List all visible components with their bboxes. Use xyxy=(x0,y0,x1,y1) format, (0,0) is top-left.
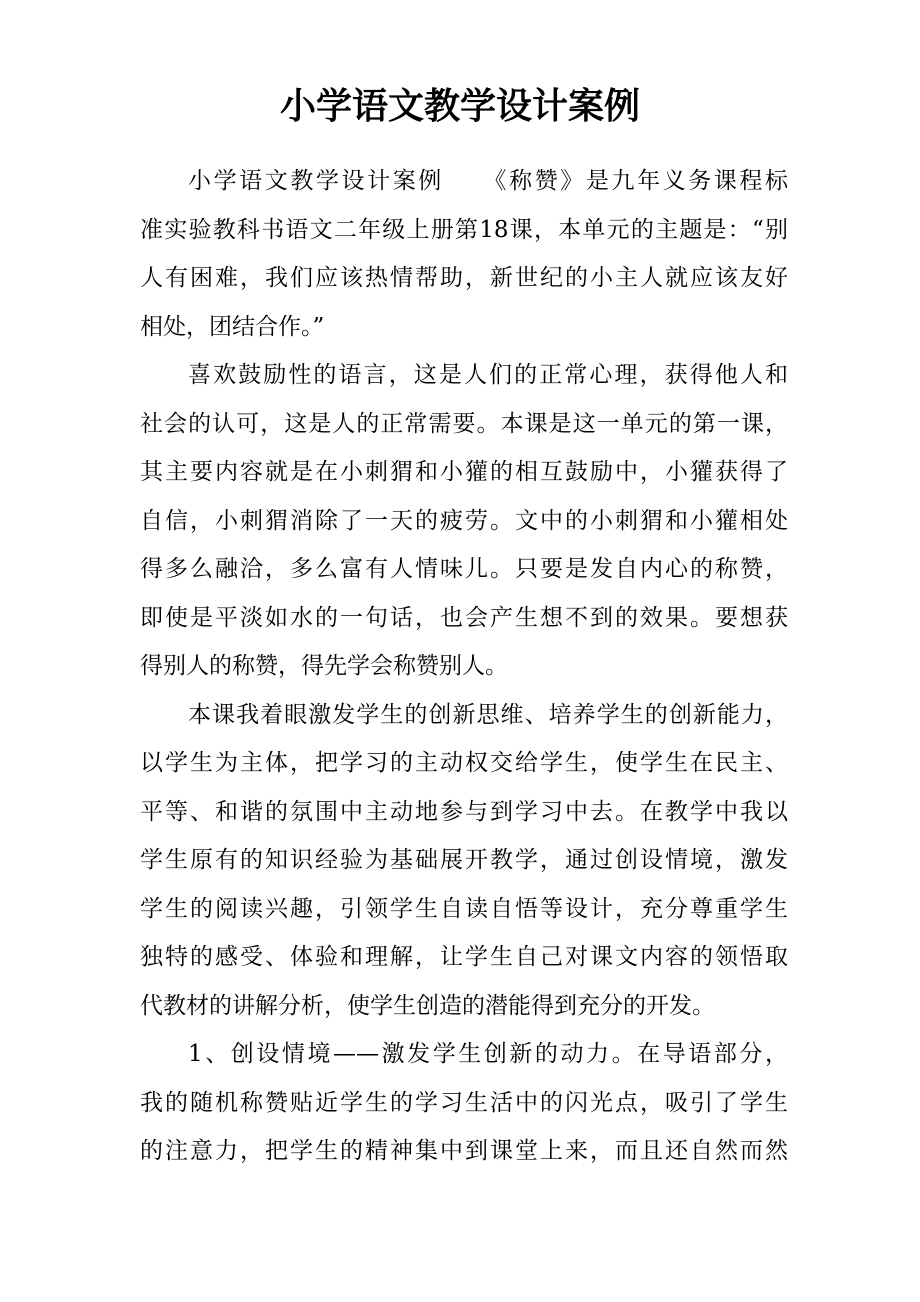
text-line: 的注意力，把学生的精神集中到课堂上来，而且还自然而然 xyxy=(140,1138,788,1164)
text-line: 以学生为主体，把学习的主动权交给学生，使学生在民主、 xyxy=(140,750,788,776)
text-line: 自信，小刺猬消除了一天的疲劳。文中的小刺猬和小獾相处 xyxy=(140,507,788,534)
text-line: 得别人的称赞，得先学会称赞别人。 xyxy=(140,653,508,679)
text-line: 本课我着眼激发学生的创新思维、培养学生的创新能力， xyxy=(188,701,788,728)
text-line: 平等、和谐的氛围中主动地参与到学习中去。在教学中我以 xyxy=(140,798,788,825)
text-line: 相处，团结合作。” xyxy=(140,313,325,340)
text-line: 准实验教科书语文二年级上册第18课，本单元的主题是：“别 xyxy=(140,216,788,243)
document-body xyxy=(140,157,788,1176)
text-line: 小学语文教学设计案例 《称赞》是九年义务课程标 xyxy=(188,168,788,194)
text-line: 独特的感受、体验和理解，让学生自己对课文内容的领悟取 xyxy=(140,944,788,970)
text-line: 我的随机称赞贴近学生的学习生活中的闪光点，吸引了学生 xyxy=(140,1089,788,1116)
text-line: 喜欢鼓励性的语言，这是人们的正常心理，获得他人和 xyxy=(188,362,788,388)
text-line: 学生的阅读兴趣，引领学生自读自悟等设计，充分尊重学生 xyxy=(140,895,788,922)
text-line: 学生原有的知识经验为基础展开教学，通过创设情境，激发 xyxy=(140,847,788,873)
text-line: 代教材的讲解分析，使学生创造的潜能得到充分的开发。 xyxy=(140,992,715,1019)
text-line: 其主要内容就是在小刺猬和小獾的相互鼓励中，小獾获得了 xyxy=(140,459,788,485)
text-line: 社会的认可，这是人的正常需要。本课是这一单元的第一课， xyxy=(140,410,788,437)
text-line: 得多么融洽，多么富有人情味儿。只要是发自内心的称赞， xyxy=(140,556,788,582)
page-title: 小学语文教学设计案例 xyxy=(279,85,640,127)
text-line: 人有困难，我们应该热情帮助，新世纪的小主人就应该友好 xyxy=(140,265,788,291)
text-line: 即使是平淡如水的一句话，也会产生想不到的效果。要想获 xyxy=(140,604,788,631)
text-line: 1、创设情境——激发学生创新的动力。在导语部分， xyxy=(188,1041,788,1067)
